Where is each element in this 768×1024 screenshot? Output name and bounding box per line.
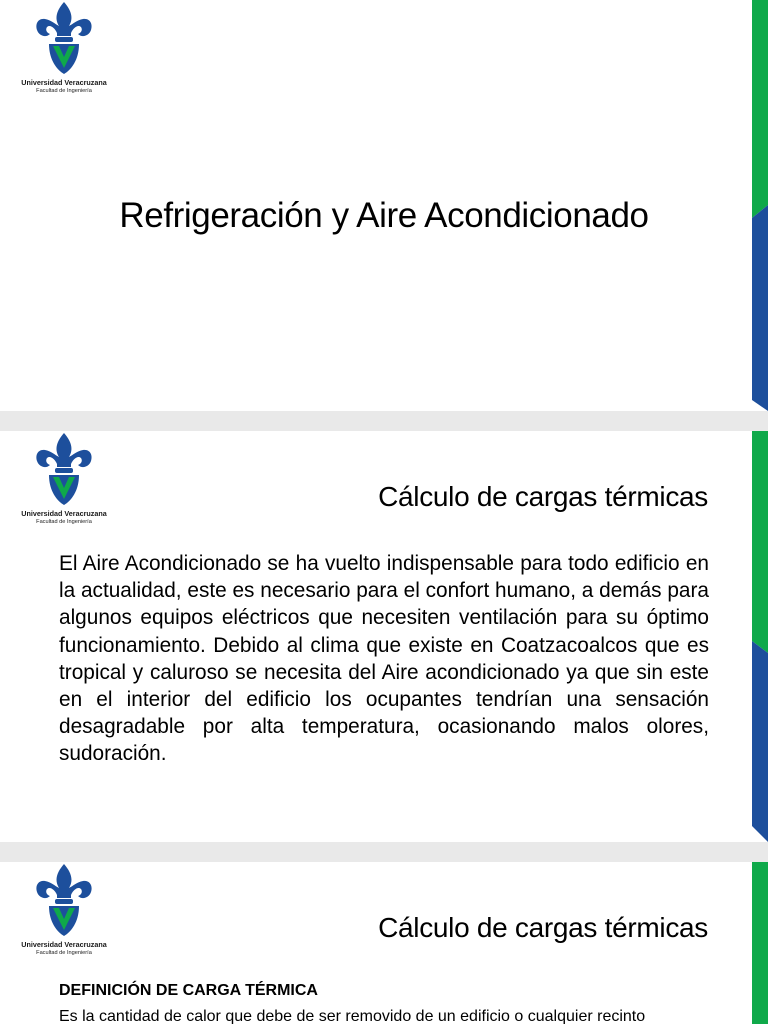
slide-body-text: Es la cantidad de calor que debe de ser removido de un edificio o cualquier recinto: [59, 1008, 646, 1024]
university-name: Universidad Veracruzana: [21, 509, 107, 518]
slide-2: [0, 431, 768, 842]
slide-3: [0, 862, 768, 1024]
brand-color-band: [752, 431, 768, 842]
faculty-name: Facultad de Ingeniería: [36, 950, 92, 956]
section-heading: DEFINICIÓN DE CARGA TÉRMICA: [59, 982, 318, 999]
faculty-name: Facultad de Ingeniería: [36, 519, 92, 525]
faculty-name: Facultad de Ingeniería: [36, 88, 92, 94]
university-name: Universidad Veracruzana: [21, 78, 107, 87]
university-logo: [14, 431, 114, 525]
fleur-de-lis-icon: [33, 431, 95, 507]
slide-title: Cálculo de cargas térmicas: [378, 481, 708, 512]
brand-color-band: [752, 862, 768, 1024]
university-name: Universidad Veracruzana: [21, 940, 107, 949]
slide-title: Cálculo de cargas térmicas: [378, 912, 708, 943]
slide-body-text: El Aire Acondicionado se ha vuelto indispensable para todo edificio en la actualidad, este es necesario para el confort humano, a demás para algunos equipos eléctricos que necesiten ventilación para su óptimo funcionamiento. Debido al clima que existe en Coatzacoalcos que es tropical y caluroso se necesita del Aire acondicionado ya que sin este en el interior del edificio los ocupantes tendrían una sensación desagradable por alta temperatura, ocasionando malos olores, sudoración.: [59, 552, 709, 766]
slide-1: [0, 0, 768, 411]
presentation-title: Refrigeración y Aire Acondicionado: [119, 196, 649, 235]
brand-color-band: [752, 0, 768, 411]
fleur-de-lis-icon: [33, 862, 95, 938]
fleur-de-lis-icon: [33, 0, 95, 76]
university-logo: [14, 862, 114, 956]
university-logo: [14, 0, 114, 94]
